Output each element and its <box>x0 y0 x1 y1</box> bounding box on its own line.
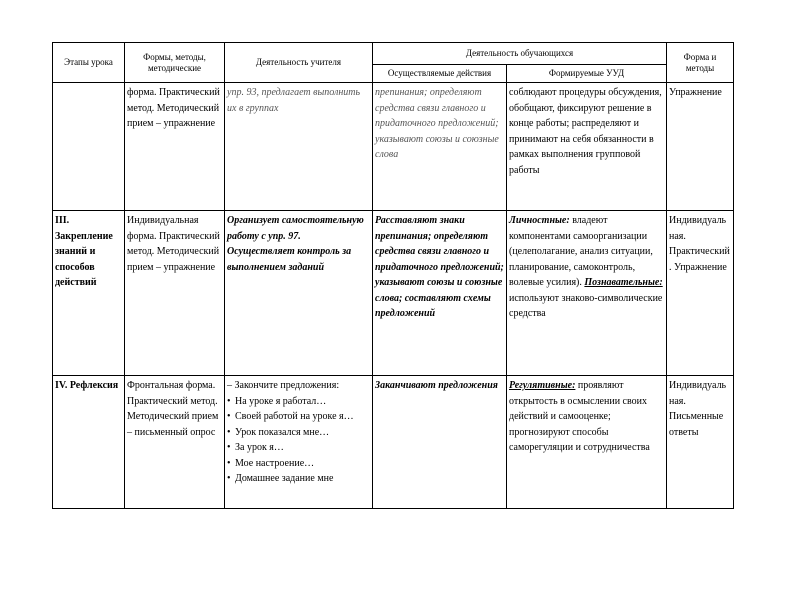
row2-form: Индивидуальная. Практический. Упражнение <box>667 211 734 376</box>
header-students: Деятельность обучающихся <box>373 43 667 65</box>
uud-label-regulatory: Регулятивные: <box>509 380 576 391</box>
row2-uud <box>507 211 667 376</box>
uud-label-cognitive: Познавательные: <box>584 277 663 288</box>
header-actions: Осуществляемые действия <box>373 65 507 83</box>
row1-uud: соблюдают процедуры обсуждения, обобщают, фиксируют решение в конце работы; распределяют и принимают на себя обязанности в рамках выполнения групповой работы <box>507 83 667 211</box>
row3-forms: Фронтальная форма. Практический метод. Методический прием – письменный опрос <box>125 376 225 509</box>
row3-teacher <box>225 376 373 509</box>
row1-actions: препинания; определяют средства связи главного и придаточного предложений; указывают союзы и союзные слова <box>373 83 507 211</box>
uud-text-regulatory: проявляют открытость в осмыслении своих действий и самооценке; прогнозируют способы саморегуляции и сотрудничества <box>509 380 650 453</box>
row1-teacher: упр. 93, предлагает выполнить их в группах <box>225 83 373 211</box>
header-forms: Формы, методы, методические <box>125 43 225 83</box>
row2-forms: Индивидуальная форма. Практический метод. Методический прием – упражнение <box>125 211 225 376</box>
uud-label-personal: Личностные: <box>509 215 570 226</box>
row2-stage: III. Закрепление знаний и способов действий <box>53 211 125 376</box>
row2-actions: Расставляют знаки препинания; определяют средства связи главного и придаточного предложений; указывают союзы и союзные слова; составляют схемы предложений <box>373 211 507 376</box>
list-item: • За урок я… <box>227 440 370 456</box>
header-stages: Этапы урока <box>53 43 125 83</box>
row3-form: Индивидуальная. Письменные ответы <box>667 376 734 509</box>
row2-teacher: Организует самостоятельную работу с упр. 97. Осуществляет контроль за выполнением заданий <box>225 211 373 376</box>
list-item: • Мое настроение… <box>227 456 370 472</box>
header-teacher: Деятельность учителя <box>225 43 373 83</box>
list-item: • Урок показался мне… <box>227 425 370 441</box>
row3-uud <box>507 376 667 509</box>
teacher-intro: – Закончите предложения: <box>227 380 340 391</box>
uud-text-personal: владеют компонентами самоорганизации (целеполагание, анализ ситуации, планирование, самоконтроль, волевые усилия). <box>509 215 653 288</box>
row1-stage <box>53 83 125 211</box>
row3-actions: Заканчивают предложения <box>373 376 507 509</box>
row1-forms: форма. Практический метод. Методический прием – упражнение <box>125 83 225 211</box>
row3-stage: IV. Рефлексия <box>53 376 125 509</box>
table-row <box>53 83 734 211</box>
uud-text-cognitive: используют знаково-символические средства <box>509 292 663 319</box>
list-item: • На уроке я работал… <box>227 394 370 410</box>
table-row <box>53 376 734 509</box>
lesson-plan-table <box>52 42 734 509</box>
table-row <box>53 211 734 376</box>
header-uud: Формируемые УУД <box>507 65 667 83</box>
reflection-list <box>227 394 370 487</box>
list-item: • Своей работой на уроке я… <box>227 409 370 425</box>
list-item: • Домашнее задание мне <box>227 471 370 487</box>
row1-form: Упражнение <box>667 83 734 211</box>
header-form-methods: Форма и методы <box>667 43 734 83</box>
